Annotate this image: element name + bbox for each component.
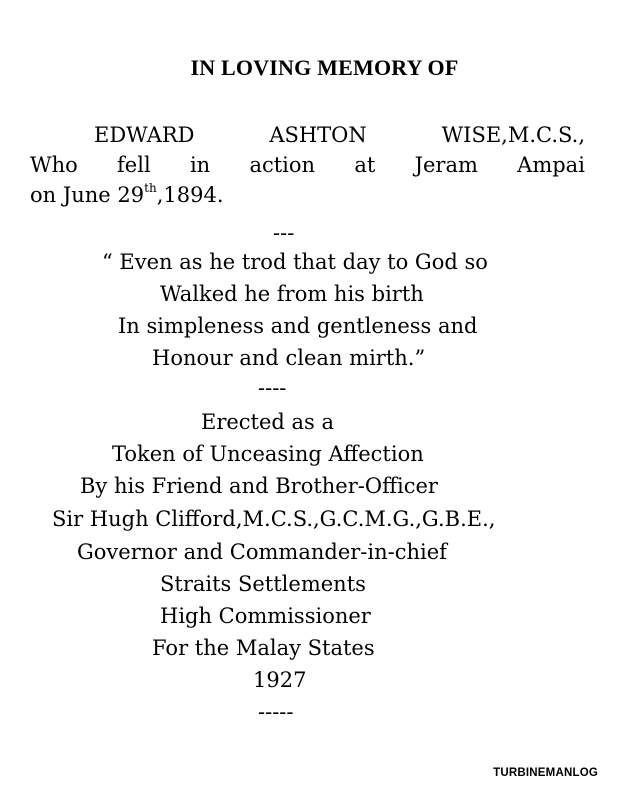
verse-line-1: “ Even as he trod that day to God so	[102, 250, 488, 274]
dedication-line-5: Governor and Commander-in-chief	[77, 540, 447, 564]
separator-1: ---	[273, 221, 295, 245]
verse-line-4: Honour and clean mirth.”	[152, 346, 426, 370]
dedication-line-1: Erected as a	[201, 410, 335, 434]
intro-line-name	[30, 120, 585, 150]
verse-line-2: Walked he from his birth	[160, 282, 424, 306]
intro-word: Who	[30, 153, 78, 177]
intro-word: action	[249, 153, 316, 177]
intro-word: ASHTON	[269, 123, 367, 147]
dedication-line-8: For the Malay States	[152, 636, 375, 660]
dedication-year: 1927	[253, 668, 307, 692]
dedication-line-4: Sir Hugh Clifford,M.C.S.,G.C.M.G.,G.B.E.,	[52, 507, 496, 531]
intro-word: Ampai	[517, 153, 585, 177]
date-year: ,1894.	[156, 183, 224, 207]
verse-line-3: In simpleness and gentleness and	[118, 314, 478, 338]
intro-word: Jeram	[414, 153, 478, 177]
dedication-line-7: High Commissioner	[160, 604, 371, 628]
dedication-line-2: Token of Unceasing Affection	[112, 442, 424, 466]
watermark-credit: TURBINEMANLOG	[493, 767, 598, 779]
intro-line-action	[30, 150, 585, 180]
intro-word: fell	[117, 153, 151, 177]
intro-word: at	[354, 153, 376, 177]
intro-paragraph	[30, 120, 585, 210]
memorial-heading: IN LOVING MEMORY OF	[190, 55, 459, 80]
intro-word: WISE,M.C.S.,	[441, 123, 585, 147]
intro-line-date	[30, 180, 585, 210]
separator-3: -----	[258, 700, 294, 724]
date-ordinal-suffix: th	[144, 181, 157, 195]
intro-word: EDWARD	[94, 123, 195, 147]
intro-word: in	[189, 153, 211, 177]
separator-2: ----	[258, 376, 287, 400]
dedication-line-6: Straits Settlements	[160, 572, 366, 596]
dedication-line-3: By his Friend and Brother-Officer	[80, 474, 438, 498]
date-prefix: on June 29	[30, 183, 145, 207]
